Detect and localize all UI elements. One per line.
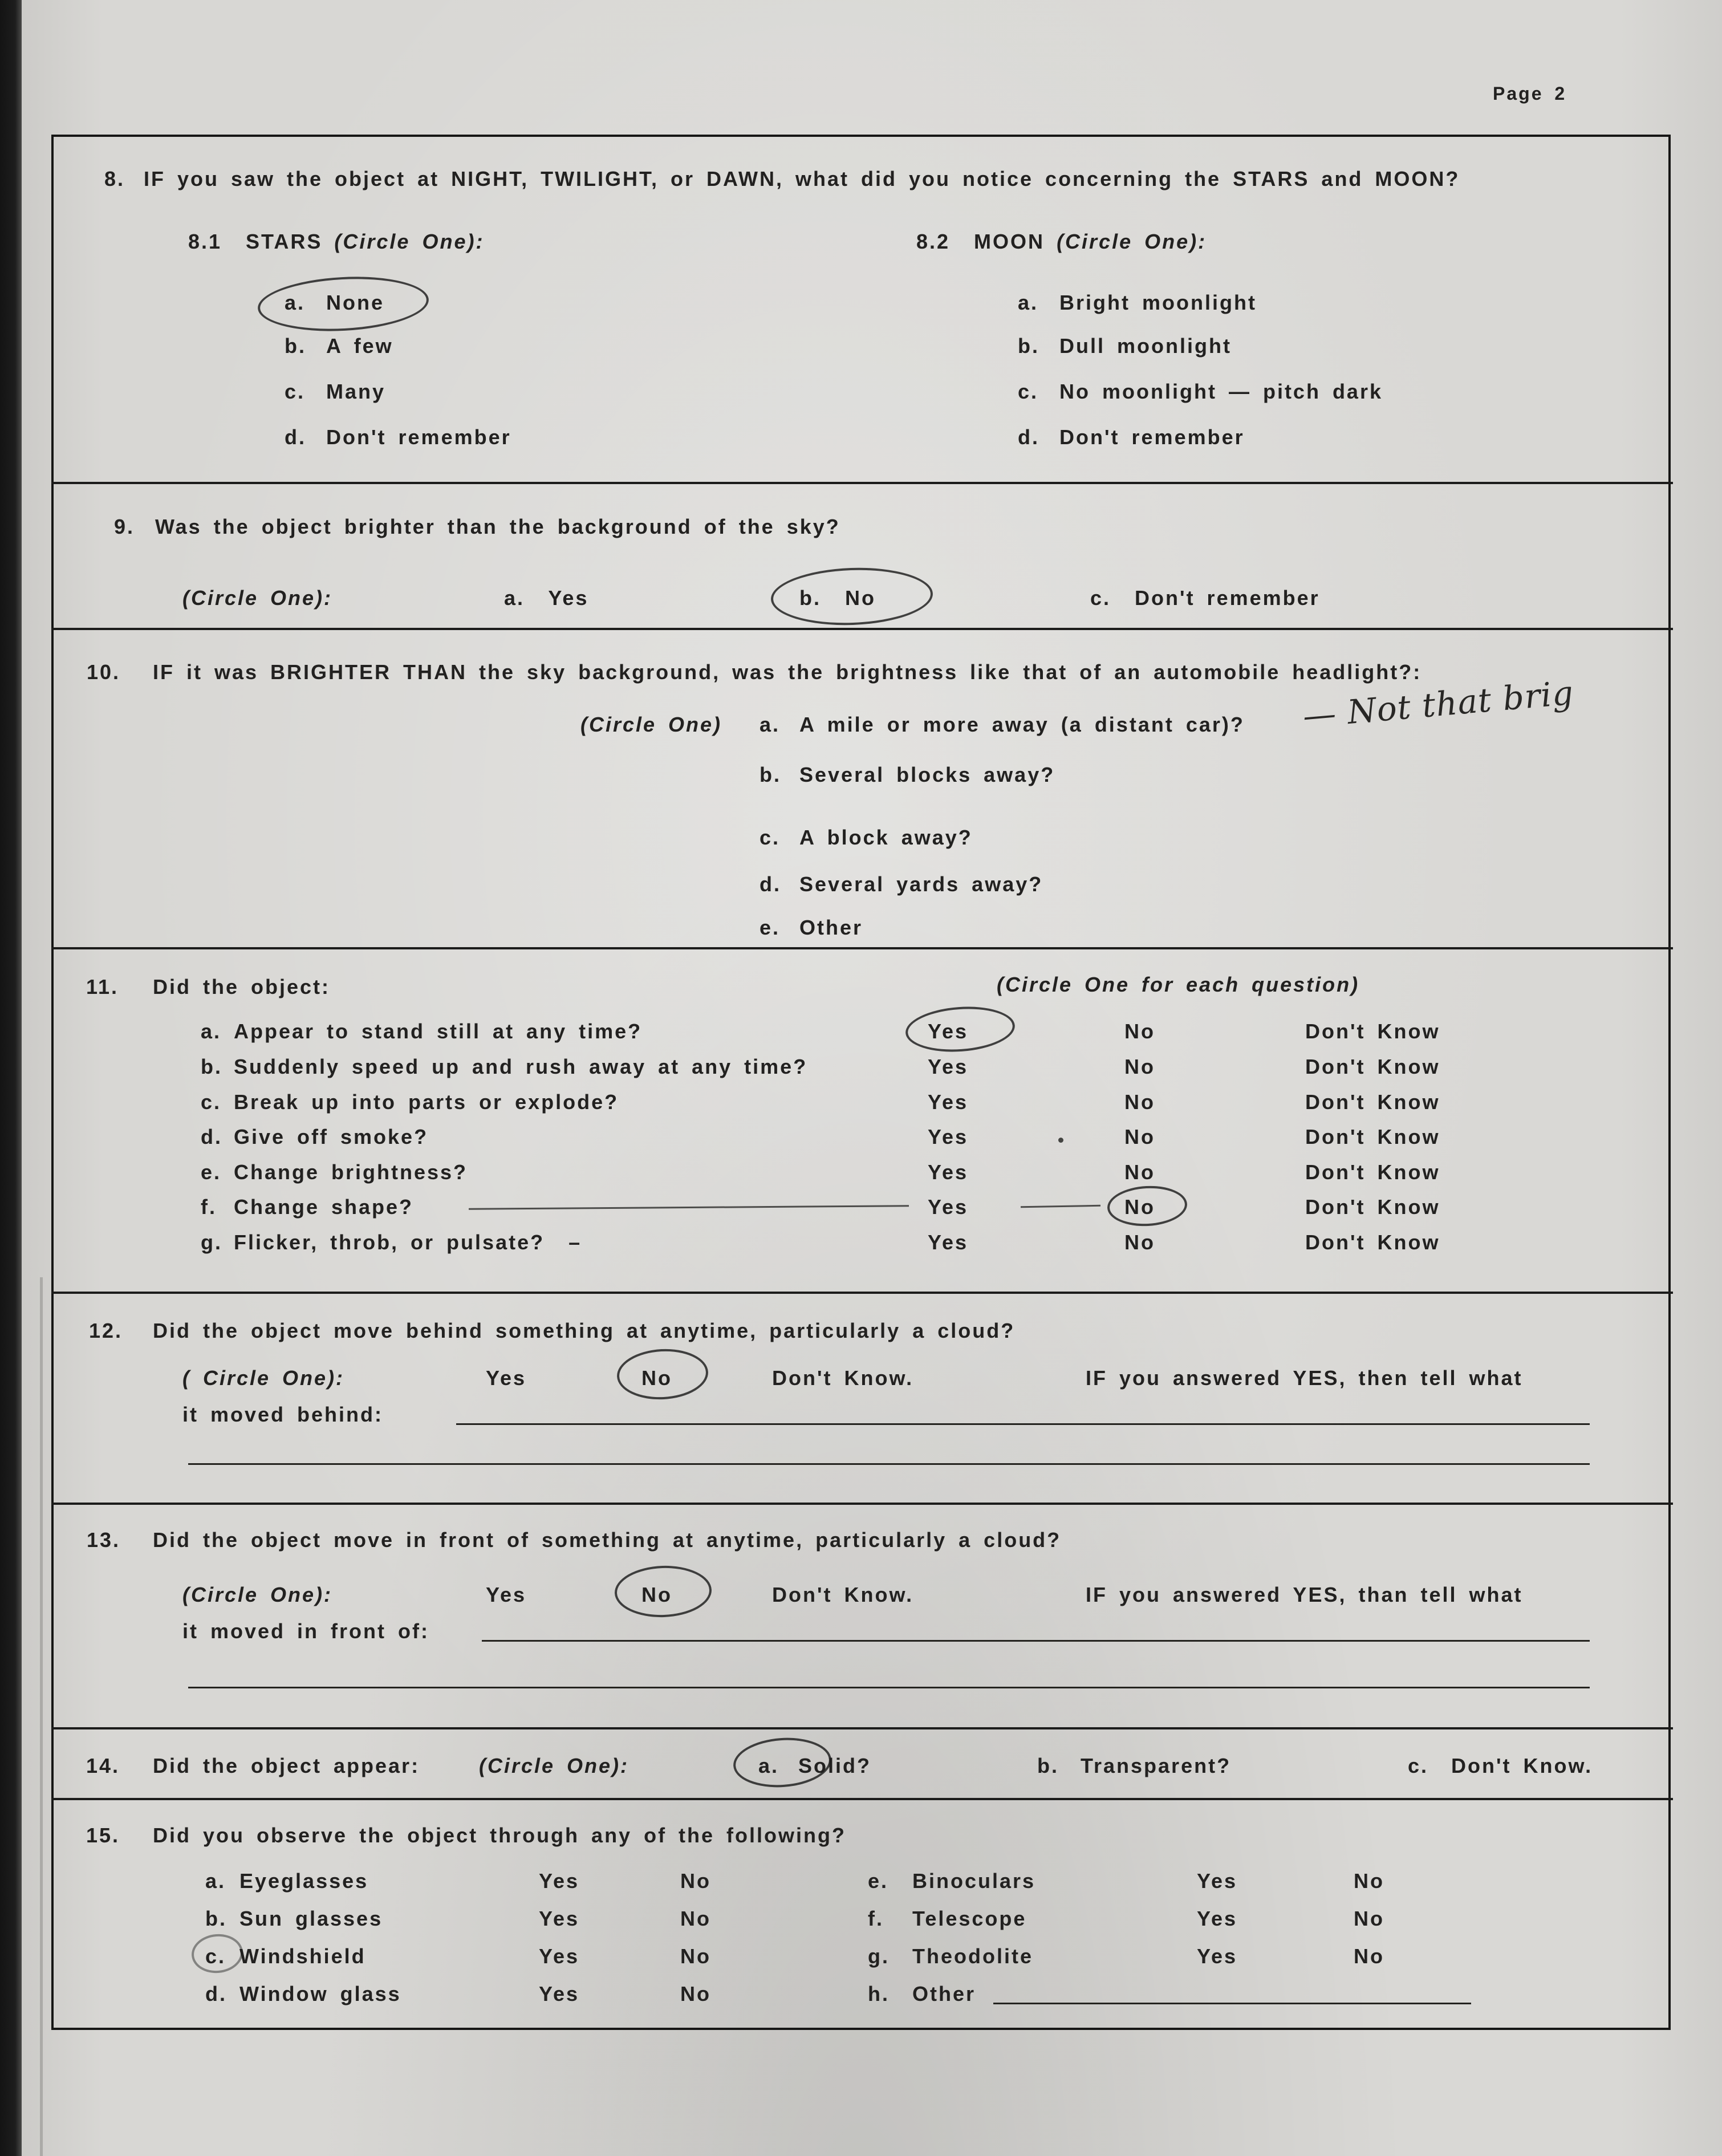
q15-right-f-yes: Yes [1197,1907,1238,1930]
q11-row-e-dont-know: Don't Know [1305,1160,1440,1184]
q11-row-f-letter: f. [201,1195,217,1219]
q15-left-a-yes: Yes [539,1869,580,1893]
q8-moon-option-b-label: Dull moonlight [1059,334,1232,358]
q10-circle-one-note: (Circle One) [580,713,722,736]
q14-option-b-letter: b. [1037,1754,1059,1777]
q10-option-d-label: Several yards away? [799,872,1043,896]
q9-option-yes: a. Yes [504,586,589,610]
q14-option-a-letter: a. [758,1754,779,1777]
q11-row-d-question: Give off smoke? [234,1125,429,1148]
q8-moon-option-a-label: Bright moonlight [1059,291,1257,314]
q11-row-b-question: Suddenly speed up and rush away at any time? [234,1055,808,1078]
q14-option-a-label: Solid? [798,1754,871,1777]
q13-number: 13. [87,1528,121,1552]
q8-stars-circle-one-note: (Circle One): [334,230,485,253]
q15-left-d-yes: Yes [539,1982,580,2005]
q8-moon-option-a-letter: a. [1018,291,1039,314]
q9-option-no: b. No [799,586,876,610]
q10-option-e-label: Other [799,916,863,939]
q11-row-a-yes: Yes [928,1020,969,1043]
q14-text: Did the object appear: [153,1754,420,1777]
q13-answer-line-2 [188,1687,1590,1688]
questionnaire-form-border [51,135,1671,2030]
q11-row-e-question: Change brightness? [234,1160,468,1184]
q8-stars-option-c-label: Many [326,380,386,403]
q10-option-c-label: A block away? [799,826,973,849]
q11-row-c-dont-know: Don't Know [1305,1090,1440,1114]
q15-left-b-letter: b. [205,1907,227,1930]
q15-right-f-letter: f. [868,1907,884,1930]
q11-row-b-dont-know: Don't Know [1305,1055,1440,1078]
q14-option-b-label: Transparent? [1081,1754,1232,1777]
q9-circle-one-note: (Circle One): [182,586,333,610]
form-divider [51,482,1673,484]
q11-row-f-dont-know: Don't Know [1305,1195,1440,1219]
q13-option-no: No [641,1583,672,1606]
form-divider [51,1798,1673,1800]
q15-right-h-letter: h. [868,1982,890,2005]
q11-circle-one-note: (Circle One for each question) [997,973,1360,996]
q11-row-d-yes: Yes [928,1125,969,1148]
q11-row-e-yes: Yes [928,1160,969,1184]
q15-number: 15. [86,1824,120,1847]
q10-option-c-letter: c. [760,826,781,849]
q15-other-answer-line [993,2003,1471,2004]
q8-stars-option-b-label: A few [326,334,393,358]
page-number: Page 2 [1493,83,1567,104]
q15-left-a-label: Eyeglasses [239,1869,369,1893]
q13-text: Did the object move in front of something at anytime, particularly a cloud? [153,1528,1062,1552]
q11-number: 11. [86,975,119,998]
q15-left-b-yes: Yes [539,1907,580,1930]
q8-moon-option-b-letter: b. [1018,334,1039,358]
q12-answer-line-2 [188,1463,1590,1465]
q12-option-no: No [641,1366,672,1390]
q13-answer-line-1 [482,1640,1590,1642]
q9-number: 9. [114,515,135,538]
q11-row-c-letter: c. [201,1090,222,1114]
q13-continuation-label: it moved in front of: [182,1619,429,1643]
q11-row-g-dont-know: Don't Know [1305,1231,1440,1254]
q15-left-d-letter: d. [205,1982,227,2005]
q11-row-b-yes: Yes [928,1055,969,1078]
q8-stars-option-a-label: None [326,291,384,314]
q15-left-b-label: Sun glasses [239,1907,383,1930]
q15-left-b-no: No [680,1907,711,1930]
q15-right-h-label: Other [912,1982,976,2005]
q10-option-a-letter: a. [760,713,781,736]
q11-row-a-dont-know: Don't Know [1305,1020,1440,1043]
q11-row-a-question: Appear to stand still at any time? [234,1020,643,1043]
q8-stars-heading-label: 8.1 STARS [188,230,323,253]
q8-stars-heading [188,231,484,253]
q15-right-f-label: Telescope [912,1907,1027,1930]
q11-row-e-no: No [1124,1160,1155,1184]
q10-option-e-letter: e. [760,916,781,939]
q14-circle-one-note: (Circle One): [479,1754,629,1777]
q12-option-dont-know: Don't Know. [772,1366,914,1390]
q11-row-d-dont-know: Don't Know [1305,1125,1440,1148]
q15-left-c-label: Windshield [239,1944,366,1968]
q15-right-g-label: Theodolite [912,1944,1033,1968]
form-divider [51,1292,1673,1294]
q14-option-c-label: Don't Know. [1451,1754,1593,1777]
q11-row-a-no: No [1124,1020,1155,1043]
q11-row-b-no: No [1124,1055,1155,1078]
q11-row-a-letter: a. [201,1020,222,1043]
form-divider [51,1503,1673,1505]
handwritten-note-brightness: — Not that brig [1301,673,1575,736]
q12-continuation-label: it moved behind: [182,1403,383,1426]
form-divider [51,628,1673,630]
q15-right-e-letter: e. [868,1869,889,1893]
q11-row-g-letter: g. [201,1231,222,1254]
q8-moon-option-c-letter: c. [1018,380,1039,403]
q15-left-d-no: No [680,1982,711,2005]
q11-text: Did the object: [153,975,330,998]
q14-option-c-letter: c. [1408,1754,1429,1777]
q8-stars-option-a-letter: a. [285,291,306,314]
q8-stars-option-d-label: Don't remember [326,425,511,449]
q8-moon-option-c-label: No moonlight — pitch dark [1059,380,1383,403]
q11-row-c-no: No [1124,1090,1155,1114]
q11-row-f-no: No [1124,1195,1155,1219]
q8-text: IF you saw the object at NIGHT, TWILIGHT, or DAWN, what did you notice concerning the STARS and MOON? [144,167,1460,190]
q15-right-e-no: No [1354,1869,1384,1893]
q15-right-g-yes: Yes [1197,1944,1238,1968]
q8-stars-option-c-letter: c. [285,380,306,403]
q10-option-b-letter: b. [760,763,781,786]
q13-option-yes: Yes [486,1583,527,1606]
q10-option-d-letter: d. [760,872,781,896]
q10-option-b-label: Several blocks away? [799,763,1055,786]
q15-left-c-no: No [680,1944,711,1968]
scan-artifact-line [40,1277,43,2156]
q14-number: 14. [86,1754,120,1777]
q15-left-a-letter: a. [205,1869,226,1893]
q12-number: 12. [89,1319,123,1342]
q11-row-g-no: No [1124,1231,1155,1254]
q12-answer-line-1 [456,1423,1590,1425]
form-divider [51,947,1673,949]
q15-left-c-yes: Yes [539,1944,580,1968]
q15-right-e-label: Binoculars [912,1869,1036,1893]
q8-moon-option-d-letter: d. [1018,425,1039,449]
q8-stars-option-d-letter: d. [285,425,306,449]
q11-row-f-yes: Yes [928,1195,969,1219]
form-divider [51,1727,1673,1729]
q13-option-dont-know: Don't Know. [772,1583,914,1606]
q10-option-a-label: A mile or more away (a distant car)? [799,713,1245,736]
q11-row-c-question: Break up into parts or explode? [234,1090,619,1114]
scan-edge-shadow [0,0,22,2156]
q11-row-e-letter: e. [201,1160,222,1184]
q15-right-e-yes: Yes [1197,1869,1238,1893]
q12-option-yes: Yes [486,1366,527,1390]
q11-row-c-yes: Yes [928,1090,969,1114]
q13-circle-one-note: (Circle One): [182,1583,333,1606]
q12-circle-one-note: ( Circle One): [182,1366,345,1390]
q8-moon-heading-label: 8.2 MOON [916,230,1045,253]
q10-text: IF it was BRIGHTER THAN the sky background, was the brightness like that of an automobile headlight?: [153,660,1422,684]
q10-number: 10. [87,660,121,684]
q11-row-g-yes: Yes [928,1231,969,1254]
q15-text: Did you observe the object through any of the following? [153,1824,847,1847]
q8-moon-heading [916,231,1207,253]
q8-moon-circle-one-note: (Circle One): [1057,230,1207,253]
q12-text: Did the object move behind something at anytime, particularly a cloud? [153,1319,1016,1342]
q11-row-d-no: No [1124,1125,1155,1148]
q11-row-f-question: Change shape? [234,1195,414,1219]
q11-row-b-letter: b. [201,1055,222,1078]
q8-number: 8. [104,167,125,190]
q13-yes-instruction: IF you answered YES, than tell what [1086,1583,1523,1606]
q15-right-g-letter: g. [868,1944,890,1968]
q12-yes-instruction: IF you answered YES, then tell what [1086,1366,1523,1390]
q11-row-g-question: Flicker, throb, or pulsate? – [234,1231,582,1254]
q8-moon-option-d-label: Don't remember [1059,425,1245,449]
q15-right-f-no: No [1354,1907,1384,1930]
q8-stars-option-b-letter: b. [285,334,306,358]
q15-left-d-label: Window glass [239,1982,401,2005]
q9-option-dont-remember: c. Don't remember [1090,586,1320,610]
q11-row-d-letter: d. [201,1125,222,1148]
q15-right-g-no: No [1354,1944,1384,1968]
q15-left-c-letter: c. [205,1944,226,1968]
q15-left-a-no: No [680,1869,711,1893]
scan-speck [1058,1138,1063,1143]
q9-text: Was the object brighter than the background of the sky? [155,515,840,538]
